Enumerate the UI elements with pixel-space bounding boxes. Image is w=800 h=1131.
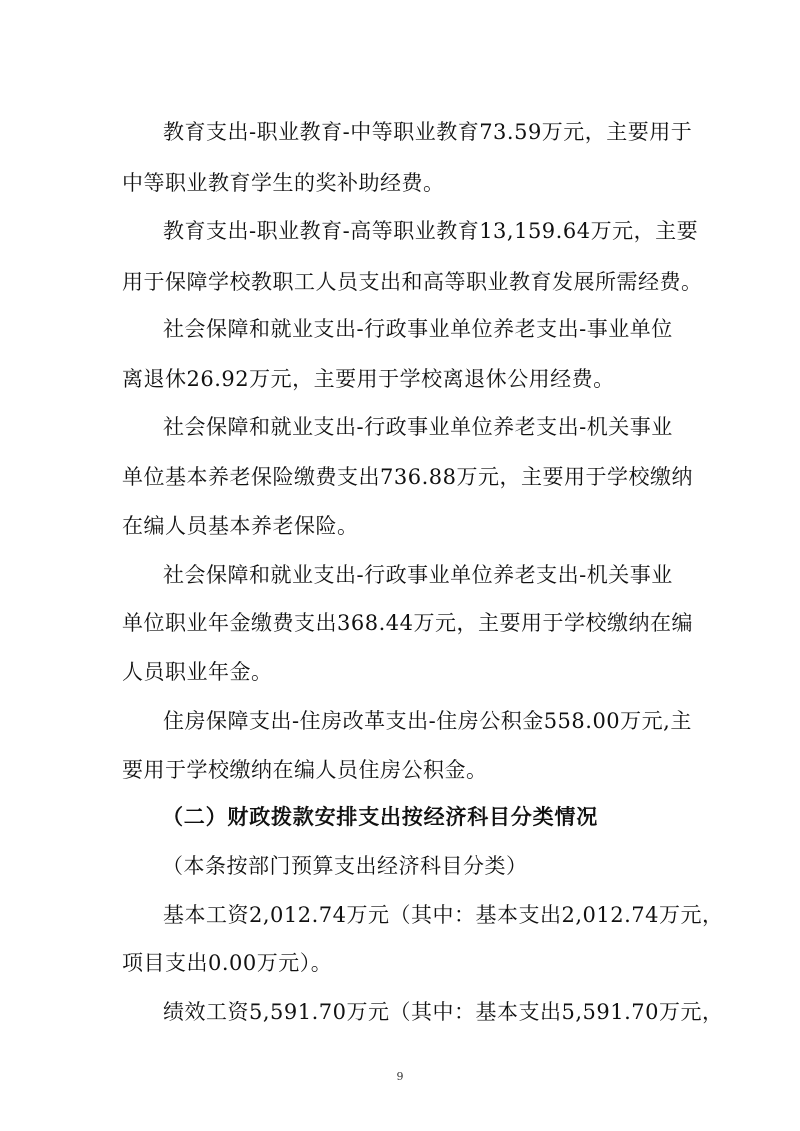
- paragraph-line: 单位职业年金缴费支出368.44万元，主要用于学校缴纳在编: [122, 611, 693, 635]
- paragraph-line: 社会保障和就业支出-行政事业单位养老支出-机关事业: [163, 563, 673, 587]
- paragraph-line: 社会保障和就业支出-行政事业单位养老支出-事业单位: [163, 317, 673, 341]
- paragraph-line: 单位基本养老保险缴费支出736.88万元，主要用于学校缴纳: [122, 465, 693, 489]
- paragraph-line: 离退休26.92万元，主要用于学校离退休公用经费。: [122, 367, 615, 391]
- paragraph-line: 用于保障学校教职工人员支出和高等职业教育发展所需经费。: [122, 270, 703, 294]
- paragraph-line: 中等职业教育学生的奖补助经费。: [122, 171, 445, 195]
- paragraph-line: 教育支出-职业教育-高等职业教育13,159.64万元，主要: [163, 219, 699, 243]
- paragraph-line: 在编人员基本养老保险。: [122, 514, 359, 538]
- paragraph-line: 基本工资2,012.74万元（其中：基本支出2,012.74万元，: [163, 903, 724, 927]
- section-heading: （二）财政拨款安排支出按经济科目分类情况: [162, 805, 598, 829]
- paragraph-line: 绩效工资5,591.70万元（其中：基本支出5,591.70万元，: [163, 1000, 724, 1024]
- section-note: （本条按部门预算支出经济科目分类）: [162, 854, 528, 878]
- paragraph-line: 项目支出0.00万元）。: [122, 951, 333, 975]
- paragraph-line: 要用于学校缴纳在编人员住房公积金。: [122, 758, 488, 782]
- paragraph-line: 住房保障支出-住房改革支出-住房公积金558.00万元,主: [163, 709, 692, 733]
- page-number: 9: [396, 1070, 404, 1083]
- paragraph-line: 教育支出-职业教育-中等职业教育73.59万元，主要用于: [163, 120, 693, 144]
- paragraph-line: 社会保障和就业支出-行政事业单位养老支出-机关事业: [163, 415, 673, 439]
- paragraph-line: 人员职业年金。: [122, 660, 273, 684]
